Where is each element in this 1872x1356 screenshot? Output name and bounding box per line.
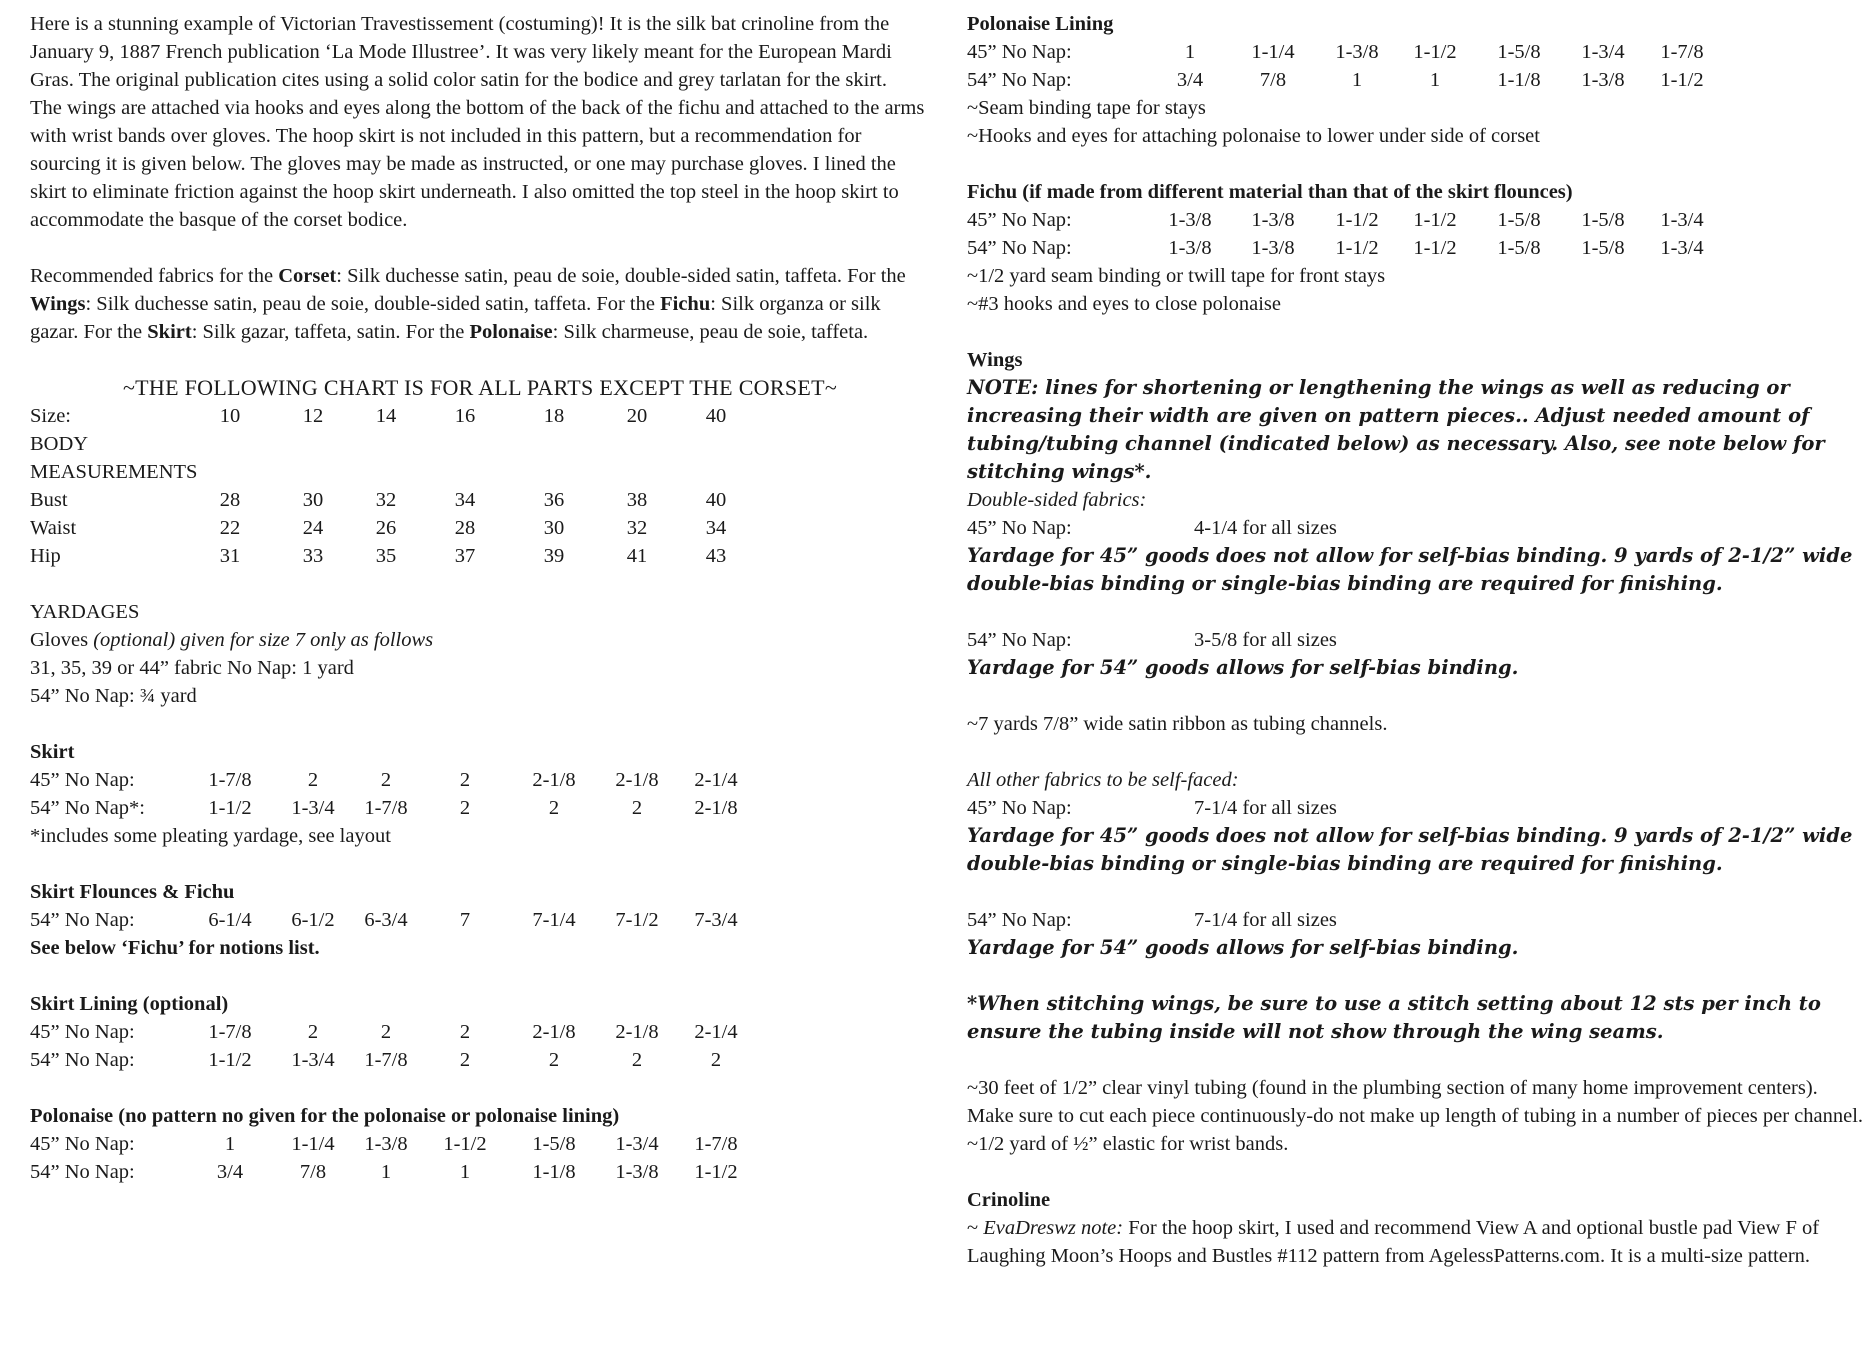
row-label: 45” No Nap: (30, 769, 135, 791)
gloves-line-1: 31, 35, 39 or 44” fabric No Nap: 1 yard (30, 657, 354, 679)
wings-ribbon-note: ~7 yards 7/8” wide satin ribbon as tubing channels. (967, 713, 1388, 735)
table-cell: 1-1/4 (291, 1133, 335, 1155)
wings-note: NOTE: lines for shortening or lengthening the wings as well as reducing or increasing their width are given on pattern pieces.. Adjust needed amount of tubing/tubing channel (indicated below) as necessary. Also, see note below for stitching wings*. (967, 376, 1825, 483)
flounces-table (30, 906, 930, 934)
table-cell: 2 (548, 797, 560, 819)
size-value: 20 (626, 405, 648, 427)
table-cell: 1 (459, 1161, 471, 1183)
crinoline-note: ~ EvaDreswz note: For the hoop skirt, I used and recommend View A and optional bustle pad View F of Laughing Moon’s Hoops and Bustles #112 pattern from AgelessPatterns.com. It is a multi-size pattern. (967, 1217, 1820, 1267)
table-cell: 1-1/8 (532, 1161, 576, 1183)
size-value: 10 (219, 405, 241, 427)
table-cell: 1-1/4 (1251, 41, 1295, 63)
wings-double-sided-label: Double-sided fabrics: (967, 489, 1147, 511)
row-label: 45” No Nap: (30, 1133, 135, 1155)
table-cell: 1-7/8 (1660, 41, 1704, 63)
table-cell: 7/8 (1259, 69, 1287, 91)
table-cell: 1-3/8 (1251, 237, 1295, 259)
table-row (30, 486, 930, 514)
table-cell: 1-5/8 (1581, 237, 1625, 259)
table-cell: 1-7/8 (208, 769, 252, 791)
table-cell: 37 (454, 545, 476, 567)
table-cell: 41 (626, 545, 648, 567)
row-label: 54” No Nap: (30, 1161, 135, 1183)
size-row (30, 402, 930, 430)
flounces-title: Skirt Flounces & Fichu (30, 881, 235, 903)
table-cell: 1-1/8 (1497, 69, 1541, 91)
row-label: Waist (30, 517, 77, 539)
table-cell: 1 (1351, 69, 1363, 91)
table-cell: 3/4 (1176, 69, 1204, 91)
table-cell: 1-3/4 (615, 1133, 659, 1155)
table-cell: 1-3/8 (615, 1161, 659, 1183)
table-cell: 2 (459, 797, 471, 819)
table-cell: 28 (454, 517, 476, 539)
wings-title: Wings (967, 349, 1023, 371)
table-cell: 2 (380, 769, 392, 791)
table-row (30, 1018, 930, 1046)
body-measurements-title-2: MEASUREMENTS (30, 461, 198, 483)
table-cell: 7/8 (299, 1161, 327, 1183)
wings-elastic-note: ~1/2 yard of ½” elastic for wrist bands. (967, 1133, 1289, 1155)
table-cell: 6-1/4 (208, 909, 252, 931)
table-row (30, 906, 930, 934)
table-cell: 1-7/8 (364, 797, 408, 819)
wings-ds54-note: Yardage for 54” goods allows for self-bias binding. (967, 656, 1519, 679)
row-label: 54” No Nap: (30, 909, 135, 931)
table-cell: 3/4 (216, 1161, 244, 1183)
table-cell: 36 (543, 489, 565, 511)
table-row (967, 206, 1867, 234)
table-cell: 43 (705, 545, 727, 567)
table-cell: 2-1/8 (615, 1021, 659, 1043)
table-cell: 2 (459, 1021, 471, 1043)
row-label: Hip (30, 545, 61, 567)
crinoline-title: Crinoline (967, 1189, 1051, 1211)
polonaise-lining-note-2: ~Hooks and eyes for attaching polonaise to lower under side of corset (967, 125, 1540, 147)
table-cell: 2 (380, 1021, 392, 1043)
table-cell: 1-3/4 (1581, 41, 1625, 63)
table-cell: 2-1/4 (694, 769, 738, 791)
gloves-heading: Gloves (optional) given for size 7 only as follows (30, 629, 434, 651)
size-label: Size: (30, 405, 71, 427)
wings-of54-note: Yardage for 54” goods allows for self-bias binding. (967, 936, 1519, 959)
table-cell: 33 (302, 545, 324, 567)
skirt-lining-table (30, 1018, 930, 1074)
wings-stitch-note: *When stitching wings, be sure to use a stitch setting about 12 sts per inch to ensure the tubing inside will not show through the wing seams. (967, 992, 1821, 1043)
size-value: 40 (705, 405, 727, 427)
table-cell: 1-3/4 (1660, 237, 1704, 259)
table-row (30, 766, 930, 794)
left-column (30, 10, 930, 1186)
table-row (30, 1130, 930, 1158)
row-label: 54” No Nap: (30, 1049, 135, 1071)
table-cell: 1-5/8 (1497, 41, 1541, 63)
table-cell: 39 (543, 545, 565, 567)
table-cell: 7-3/4 (694, 909, 738, 931)
table-cell: 28 (219, 489, 241, 511)
table-cell: 7-1/2 (615, 909, 659, 931)
skirt-lining-title: Skirt Lining (optional) (30, 993, 229, 1015)
table-cell: 32 (375, 489, 397, 511)
table-cell: 22 (219, 517, 241, 539)
table-cell: 32 (626, 517, 648, 539)
table-cell: 7 (459, 909, 471, 931)
body-measurements-title-1: BODY (30, 433, 89, 455)
wings-tubing-note: ~30 feet of 1/2” clear vinyl tubing (found in the plumbing section of many home improvement centers). Make sure to cut each piece continuously-do not make up length of tubing in a number of pieces per channel. (967, 1077, 1864, 1127)
table-cell: 1-1/2 (1335, 237, 1379, 259)
table-cell: 1-1/2 (208, 1049, 252, 1071)
table-cell: 38 (626, 489, 648, 511)
table-cell: 1-7/8 (694, 1133, 738, 1155)
table-cell: 2-1/4 (694, 1021, 738, 1043)
skirt-table (30, 766, 930, 822)
table-cell: 35 (375, 545, 397, 567)
table-cell: 1-1/2 (443, 1133, 487, 1155)
yardages-title: YARDAGES (30, 601, 140, 623)
table-cell: 1-5/8 (532, 1133, 576, 1155)
intro-paragraph-1: Here is a stunning example of Victorian Travestissement (costuming)! It is the silk bat crinoline from the January 9, 1887 French publication ‘La Mode Illustree’. It was very likely meant for the European Mardi Gras. The original publication cites using a solid color satin for the bodice and grey tarlatan for the skirt. (30, 13, 892, 91)
table-cell: 30 (302, 489, 324, 511)
size-value: 18 (543, 405, 565, 427)
table-cell: 1-5/8 (1497, 209, 1541, 231)
table-cell: 7-1/4 (532, 909, 576, 931)
table-row (30, 794, 930, 822)
table-cell: 34 (705, 517, 727, 539)
row-label: Bust (30, 489, 68, 511)
table-cell: 24 (302, 517, 324, 539)
table-cell: 1 (380, 1161, 392, 1183)
table-cell: 1-3/8 (1335, 41, 1379, 63)
table-row (30, 514, 930, 542)
wings-of45-row: 45” No Nap: 7-1/4 for all sizes (967, 797, 1337, 819)
row-label: 54” No Nap*: (30, 797, 146, 819)
polonaise-title: Polonaise (no pattern no given for the polonaise or polonaise lining) (30, 1105, 620, 1127)
table-cell: 1-1/2 (1413, 41, 1457, 63)
table-cell: 34 (454, 489, 476, 511)
table-cell: 30 (543, 517, 565, 539)
wings-ds45-note: Yardage for 45” goods does not allow for self-bias binding. 9 yards of 2-1/2” wide double-bias binding or single-bias binding are required for finishing. (967, 544, 1853, 595)
table-cell: 6-3/4 (364, 909, 408, 931)
table-row (30, 542, 930, 570)
row-label: 54” No Nap: (967, 237, 1072, 259)
chart-title: ~THE FOLLOWING CHART IS FOR ALL PARTS EXCEPT THE CORSET~ (122, 375, 838, 400)
table-cell: 1-3/8 (1581, 69, 1625, 91)
intro-paragraph-2: The wings are attached via hooks and eyes along the bottom of the back of the fichu and attached to the arms with wrist bands over gloves. The hoop skirt is not included in this pattern, but a recommendation for sourcing it is given below. The gloves may be made as instructed, or one may purchase gloves. I lined the skirt to eliminate friction against the hoop skirt underneath. I also omitted the top steel in the hoop skirt to accommodate the basque of the corset bodice. (30, 97, 925, 231)
size-value: 12 (302, 405, 324, 427)
polonaise-table (30, 1130, 930, 1186)
wings-ds54-row: 54” No Nap: 3-5/8 for all sizes (967, 629, 1337, 651)
table-row (30, 1046, 930, 1074)
table-row (967, 38, 1867, 66)
table-cell: 1-3/8 (1168, 209, 1212, 231)
fichu-title: Fichu (if made from different material than that of the skirt flounces) (967, 181, 1573, 203)
table-cell: 2 (548, 1049, 560, 1071)
table-cell: 1-1/2 (1413, 237, 1457, 259)
table-cell: 2 (307, 769, 319, 791)
table-cell: 2-1/8 (694, 797, 738, 819)
table-row (30, 1158, 930, 1186)
recommended-fabrics: Recommended fabrics for the Corset: Silk duchesse satin, peau de soie, double-sided satin, taffeta. For the Wings: Silk duchesse satin, peau de soie, double-sided satin, taffeta. For the Fichu: Silk organza or silk gazar. For the Skirt: Silk gazar, taffeta, satin. For the Polonaise: Silk charmeuse, peau de soie, taffeta. (30, 265, 906, 343)
row-label: 45” No Nap: (967, 209, 1072, 231)
table-row (967, 66, 1867, 94)
table-cell: 1-7/8 (208, 1021, 252, 1043)
table-cell: 1-1/2 (694, 1161, 738, 1183)
table-cell: 2 (307, 1021, 319, 1043)
table-cell: 1 (1184, 41, 1196, 63)
row-label: 45” No Nap: (967, 41, 1072, 63)
table-cell: 1-1/2 (208, 797, 252, 819)
table-cell: 6-1/2 (291, 909, 335, 931)
table-cell: 1-3/4 (1660, 209, 1704, 231)
table-cell: 2-1/8 (615, 769, 659, 791)
table-cell: 1-1/2 (1660, 69, 1704, 91)
table-cell: 31 (219, 545, 241, 567)
table-cell: 1-3/4 (291, 1049, 335, 1071)
table-cell: 2 (631, 1049, 643, 1071)
skirt-note: *includes some pleating yardage, see layout (30, 825, 391, 847)
table-cell: 1-1/2 (1335, 209, 1379, 231)
wings-other-label: All other fabrics to be self-faced: (967, 769, 1239, 791)
row-label: 54” No Nap: (967, 69, 1072, 91)
table-cell: 1-3/4 (291, 797, 335, 819)
flounces-note: See below ‘Fichu’ for notions list. (30, 937, 320, 959)
table-cell: 1-3/8 (364, 1133, 408, 1155)
table-cell: 1-5/8 (1497, 237, 1541, 259)
table-cell: 40 (705, 489, 727, 511)
fichu-table (967, 206, 1867, 262)
table-row (967, 234, 1867, 262)
size-value: 14 (375, 405, 397, 427)
size-value: 16 (454, 405, 476, 427)
row-label: 45” No Nap: (30, 1021, 135, 1043)
wings-of45-note: Yardage for 45” goods does not allow for self-bias binding. 9 yards of 2-1/2” wide double-bias binding or single-bias binding are required for finishing. (967, 824, 1853, 875)
table-cell: 2 (459, 769, 471, 791)
right-column (967, 10, 1867, 1270)
table-cell: 2 (710, 1049, 722, 1071)
polonaise-lining-table (967, 38, 1867, 94)
table-cell: 2 (459, 1049, 471, 1071)
fichu-note-1: ~1/2 yard seam binding or twill tape for front stays (967, 265, 1386, 287)
table-cell: 2-1/8 (532, 769, 576, 791)
gloves-line-2: 54” No Nap: ¾ yard (30, 685, 197, 707)
wings-of54-row: 54” No Nap: 7-1/4 for all sizes (967, 909, 1337, 931)
polonaise-lining-note-1: ~Seam binding tape for stays (967, 97, 1206, 119)
body-measurements-table (30, 486, 930, 570)
table-cell: 1-3/8 (1168, 237, 1212, 259)
table-cell: 1 (1429, 69, 1441, 91)
table-cell: 2 (631, 797, 643, 819)
table-cell: 1 (224, 1133, 236, 1155)
wings-ds45-row: 45” No Nap: 4-1/4 for all sizes (967, 517, 1337, 539)
polonaise-lining-title: Polonaise Lining (967, 13, 1114, 35)
fichu-note-2: ~#3 hooks and eyes to close polonaise (967, 293, 1281, 315)
table-cell: 1-3/8 (1251, 209, 1295, 231)
table-cell: 26 (375, 517, 397, 539)
table-cell: 1-5/8 (1581, 209, 1625, 231)
skirt-title: Skirt (30, 741, 75, 763)
table-cell: 1-1/2 (1413, 209, 1457, 231)
table-cell: 1-7/8 (364, 1049, 408, 1071)
table-cell: 2-1/8 (532, 1021, 576, 1043)
